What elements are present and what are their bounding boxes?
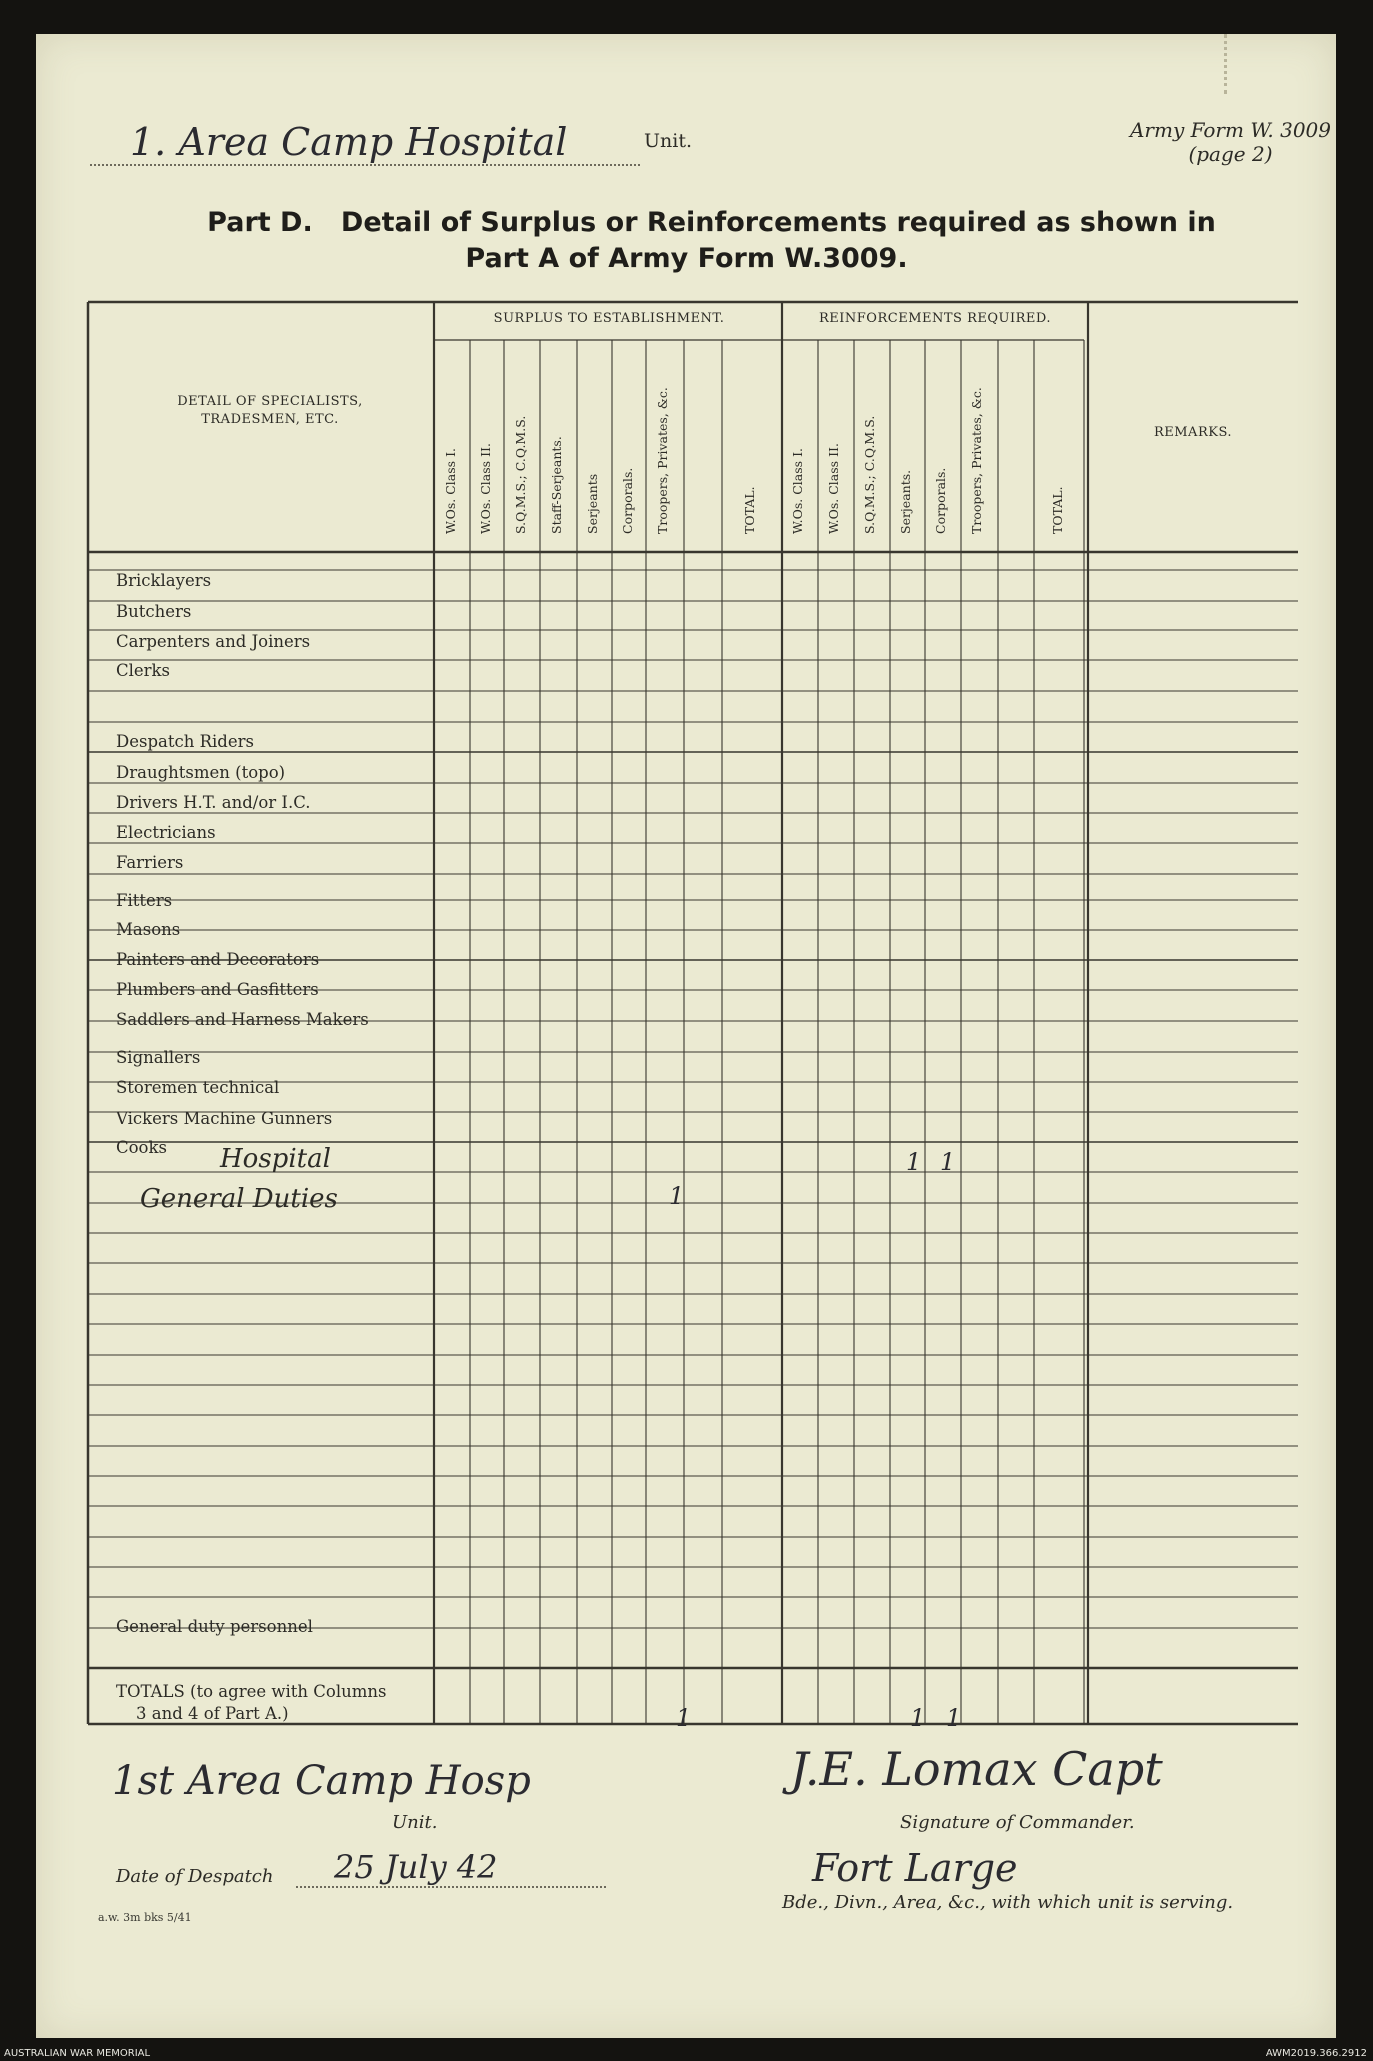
surplus-col-header: Serjeants bbox=[585, 473, 600, 534]
form-name: Army Form W. 3009 bbox=[1129, 118, 1331, 142]
unit-handwriting: 1. Area Camp Hospital bbox=[130, 120, 568, 164]
title-line-1: Part D. Detail of Surplus or Reinforcements required as shown in bbox=[207, 207, 1216, 238]
signature: J.E. Lomax Capt bbox=[790, 1742, 1163, 1796]
table-row-label: Fitters bbox=[116, 891, 173, 910]
surplus-col-header: S.Q.M.S.; C.Q.M.S. bbox=[513, 415, 528, 534]
footer-unit-handwriting: 1st Area Camp Hosp bbox=[112, 1758, 531, 1804]
table-row-label: Masons bbox=[116, 920, 181, 939]
table-row-label: Electricians bbox=[116, 823, 216, 842]
mark-cooks-corporals: 1 bbox=[940, 1148, 956, 1176]
surplus-header: SURPLUS TO ESTABLISHMENT. bbox=[493, 311, 725, 326]
table-row-label: Cooks bbox=[116, 1138, 167, 1157]
general-duty-label: General duty personnel bbox=[116, 1617, 313, 1636]
table-row-label: Clerks bbox=[116, 661, 171, 680]
table-row-label: Saddlers and Harness Makers bbox=[116, 1010, 369, 1029]
table-row-label: Drivers H.T. and/or I.C. bbox=[116, 793, 311, 812]
table-row-label: Painters and Decorators bbox=[116, 950, 320, 969]
reinf-col-header: W.Os. Class I. bbox=[790, 448, 805, 534]
surplus-col-header: Corporals. bbox=[620, 467, 635, 534]
handwritten-row-hospital: Hospital bbox=[220, 1144, 331, 1174]
mark-totals-serjeants: 1 bbox=[910, 1704, 926, 1732]
form-page: (page 2) bbox=[1188, 142, 1273, 166]
mark-general-duties-troopers: 1 bbox=[669, 1182, 685, 1210]
mark-cooks-serjeants: 1 bbox=[906, 1148, 922, 1176]
bde-handwriting: Fort Large bbox=[812, 1846, 1018, 1890]
table-row-label: Draughtsmen (topo) bbox=[116, 763, 286, 782]
footer-unit-label: Unit. bbox=[392, 1812, 438, 1833]
table-row-label: Carpenters and Joiners bbox=[116, 632, 311, 651]
reinforcements-header: REINFORCEMENTS REQUIRED. bbox=[819, 311, 1051, 326]
date-label: Date of Despatch bbox=[116, 1866, 274, 1887]
table-row-label: Signallers bbox=[116, 1048, 201, 1067]
signature-label: Signature of Commander. bbox=[900, 1812, 1135, 1833]
surplus-col-header: W.Os. Class II. bbox=[478, 443, 493, 534]
table-row-label: Despatch Riders bbox=[116, 732, 254, 751]
totals-label-1: TOTALS (to agree with Columns bbox=[116, 1682, 387, 1701]
unit-label: Unit. bbox=[644, 130, 693, 152]
reinf-col-header: W.Os. Class II. bbox=[826, 443, 841, 534]
table-row-label: Plumbers and Gasfitters bbox=[116, 980, 319, 999]
title-line-2: Part A of Army Form W.3009. bbox=[465, 243, 908, 274]
table-row-label: Vickers Machine Gunners bbox=[116, 1109, 333, 1128]
surplus-col-header: W.Os. Class I. bbox=[443, 448, 458, 534]
reinf-col-header: Corporals. bbox=[933, 467, 948, 534]
print-code: a.w. 3m bks 5/41 bbox=[98, 1911, 192, 1924]
credit-right: AWM2019.366.2912 bbox=[1265, 2048, 1367, 2059]
totals-label-2: 3 and 4 of Part A.) bbox=[136, 1704, 289, 1723]
bde-label: Bde., Divn., Area, &c., with which unit is serving. bbox=[782, 1892, 1234, 1913]
surplus-col-header: Troopers, Privates, &c. bbox=[655, 387, 670, 534]
detail-header: DETAIL OF SPECIALISTS, TRADESMEN, ETC. bbox=[177, 394, 363, 427]
credit-left: AUSTRALIAN WAR MEMORIAL bbox=[4, 2048, 151, 2059]
mark-totals-troopers: 1 bbox=[676, 1704, 692, 1732]
date-line bbox=[296, 1886, 606, 1888]
remarks-header: REMARKS. bbox=[1153, 425, 1233, 440]
reinf-col-header: S.Q.M.S.; C.Q.M.S. bbox=[862, 415, 877, 534]
handwritten-row-general-duties: General Duties bbox=[140, 1184, 338, 1214]
reinf-col-header: TOTAL. bbox=[1050, 486, 1065, 534]
date-handwriting: 25 July 42 bbox=[334, 1848, 498, 1886]
surplus-col-header: Staff-Serjeants. bbox=[549, 436, 564, 534]
table-row-label: Bricklayers bbox=[116, 571, 212, 590]
mark-totals-corporals: 1 bbox=[946, 1704, 962, 1732]
table-row-label: Butchers bbox=[116, 602, 192, 621]
table-row-label: Storemen technical bbox=[116, 1078, 280, 1097]
table-row-label: Farriers bbox=[116, 853, 184, 872]
reinf-col-header: Serjeants. bbox=[898, 469, 913, 534]
surplus-col-header: TOTAL. bbox=[742, 486, 757, 534]
reinf-col-header: Troopers, Privates, &c. bbox=[969, 387, 984, 534]
